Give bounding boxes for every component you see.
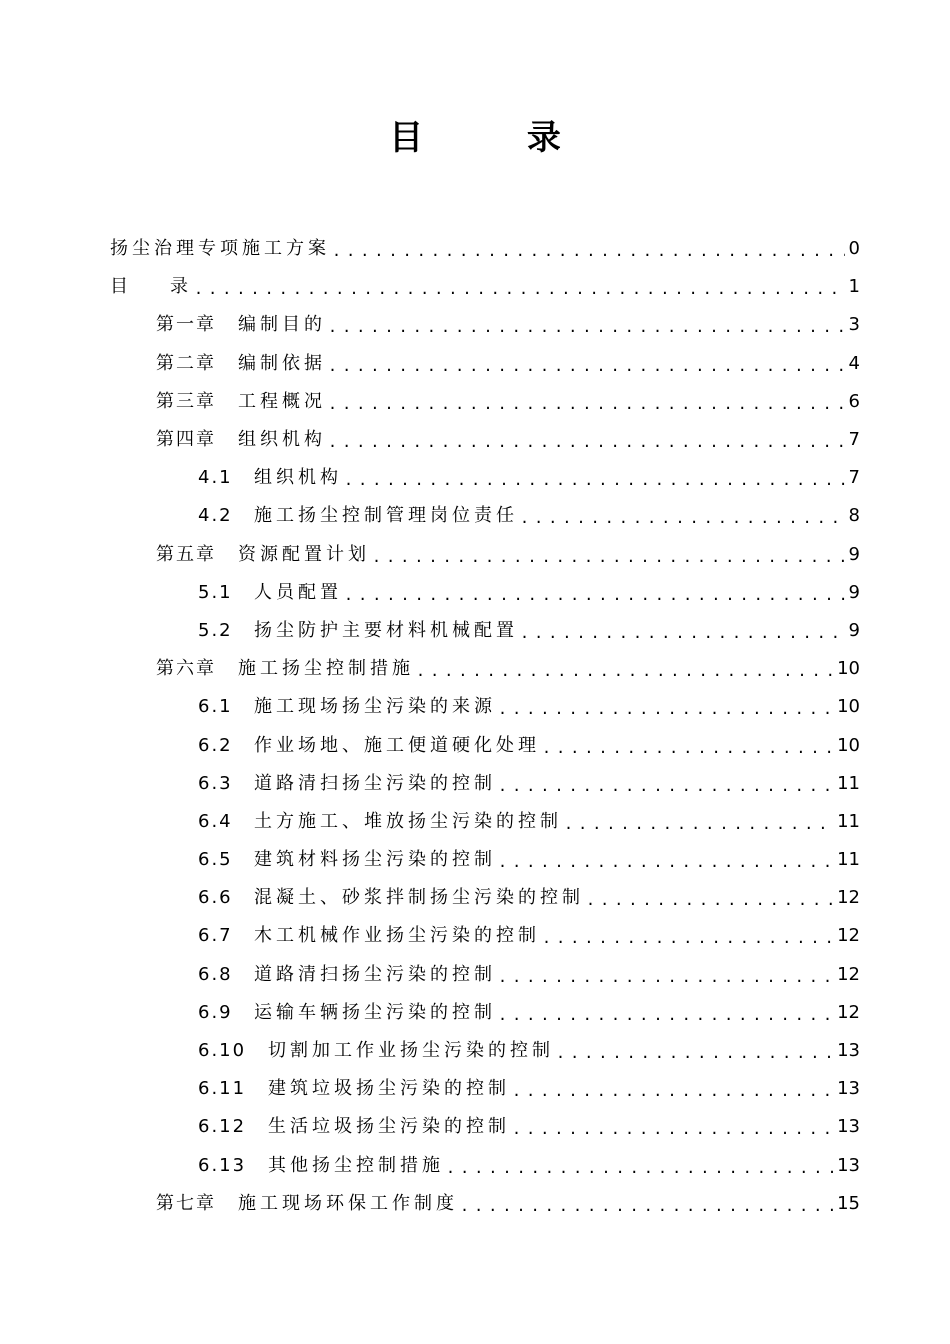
- toc-entry[interactable]: [110, 879, 860, 917]
- toc-leader-dots: [416, 652, 833, 690]
- toc-entry[interactable]: [110, 803, 860, 841]
- toc-page-number: 9: [848, 619, 860, 641]
- toc-entry[interactable]: [110, 917, 860, 955]
- toc-entry-label: 木工机械作业扬尘污染的控制: [254, 925, 540, 947]
- toc-entry[interactable]: [110, 1185, 860, 1223]
- toc-leader-dots: [586, 881, 833, 919]
- toc-entry-number: 第三章: [156, 390, 216, 412]
- toc-entry-label: 组织机构: [254, 467, 342, 489]
- toc-entry-number: 第二章: [156, 352, 216, 374]
- toc-leader-dots: [344, 461, 845, 499]
- toc-entry-label: 施工扬尘控制管理岗位责任: [254, 505, 518, 527]
- toc-leader-dots: [556, 1034, 833, 1072]
- toc-page-number: 10: [837, 696, 860, 718]
- toc-entry-label: 运输车辆扬尘污染的控制: [254, 1001, 496, 1023]
- toc-entry[interactable]: [110, 536, 860, 574]
- toc-leader-dots: [498, 690, 833, 728]
- toc-leader-dots: [460, 1187, 833, 1225]
- toc-entry[interactable]: [110, 688, 860, 726]
- toc-entry-number: 第四章: [156, 429, 216, 451]
- toc-leader-dots: [446, 1149, 833, 1187]
- toc-entry-label: 生活垃圾扬尘污染的控制: [268, 1116, 510, 1138]
- toc-leader-dots: [344, 576, 845, 614]
- toc-entry[interactable]: [110, 1070, 860, 1108]
- toc-entry-label: 录: [170, 276, 192, 298]
- toc-page-number: 11: [837, 772, 860, 794]
- toc-entry-number: 6.1: [198, 696, 233, 718]
- toc-entry[interactable]: [110, 306, 860, 344]
- toc-page-number: 0: [848, 238, 860, 260]
- toc-page-number: 9: [848, 581, 860, 603]
- toc-entry[interactable]: [110, 994, 860, 1032]
- toc-entry[interactable]: [110, 650, 860, 688]
- toc-leader-dots: [328, 347, 845, 385]
- toc-page-number: 12: [837, 1001, 860, 1023]
- toc-entry-number: 4.2: [198, 505, 233, 527]
- toc-entry-number: 5.1: [198, 581, 233, 603]
- toc-leader-dots: [328, 385, 845, 423]
- toc-entry[interactable]: [110, 956, 860, 994]
- toc-entry-label: 编制目的: [238, 314, 326, 336]
- toc-leader-dots: [498, 996, 833, 1034]
- toc-entry-number: 6.13: [198, 1154, 247, 1176]
- toc-entry-label: 切割加工作业扬尘污染的控制: [268, 1040, 554, 1062]
- toc-leader-dots: [520, 614, 845, 652]
- toc-entry[interactable]: [110, 1108, 860, 1146]
- toc-entry[interactable]: [110, 574, 860, 612]
- toc-page-number: 11: [837, 849, 860, 871]
- toc-leader-dots: [564, 805, 833, 843]
- toc-leader-dots: [194, 270, 845, 308]
- toc-leader-dots: [498, 958, 833, 996]
- toc-entry-label: 施工现场扬尘污染的来源: [254, 696, 496, 718]
- toc-entry[interactable]: [110, 497, 860, 535]
- toc-leader-dots: [332, 232, 845, 270]
- toc-entry-number: 6.8: [198, 963, 233, 985]
- toc-entry[interactable]: [110, 612, 860, 650]
- toc-entry-number: 第七章: [156, 1192, 216, 1214]
- toc-entry[interactable]: [110, 383, 860, 421]
- toc-entry-number: 6.3: [198, 772, 233, 794]
- toc-entry[interactable]: [110, 1032, 860, 1070]
- toc-page-number: 4: [848, 352, 860, 374]
- toc-page-number: 13: [837, 1078, 860, 1100]
- toc-leader-dots: [498, 843, 833, 881]
- toc-page-number: 7: [848, 467, 860, 489]
- toc-entry-number: 6.7: [198, 925, 233, 947]
- toc-page-number: 6: [848, 390, 860, 412]
- toc-page-number: 10: [837, 734, 860, 756]
- toc-page-number: 13: [837, 1154, 860, 1176]
- toc-page-number: 7: [848, 429, 860, 451]
- table-of-contents: [110, 230, 860, 1223]
- toc-entry-label: 道路清扫扬尘污染的控制: [254, 772, 496, 794]
- toc-entry[interactable]: [110, 765, 860, 803]
- toc-entry-label: 道路清扫扬尘污染的控制: [254, 963, 496, 985]
- toc-entry[interactable]: [110, 268, 860, 306]
- toc-entry[interactable]: [110, 421, 860, 459]
- toc-leader-dots: [328, 423, 845, 461]
- toc-leader-dots: [520, 499, 845, 537]
- toc-page-number: 13: [837, 1116, 860, 1138]
- toc-entry-number: 6.9: [198, 1001, 233, 1023]
- toc-entry-label: 作业场地、施工便道硬化处理: [254, 734, 540, 756]
- toc-entry-label: 施工扬尘控制措施: [238, 658, 414, 680]
- toc-leader-dots: [542, 729, 833, 767]
- toc-entry-number: 6.2: [198, 734, 233, 756]
- toc-entry-number: 第五章: [156, 543, 216, 565]
- toc-leader-dots: [498, 767, 833, 805]
- toc-page-number: 1: [848, 276, 860, 298]
- toc-page-number: 13: [837, 1040, 860, 1062]
- toc-page-number: 12: [837, 925, 860, 947]
- toc-entry[interactable]: [110, 345, 860, 383]
- toc-entry-label: 人员配置: [254, 581, 342, 603]
- toc-page-number: 9: [848, 543, 860, 565]
- toc-entry-label: 建筑垃圾扬尘污染的控制: [268, 1078, 510, 1100]
- toc-entry[interactable]: [110, 726, 860, 764]
- toc-entry-label: 建筑材料扬尘污染的控制: [254, 849, 496, 871]
- toc-entry-number: 6.4: [198, 810, 233, 832]
- toc-entry-number: 4.1: [198, 467, 233, 489]
- page-title: 目 录: [389, 118, 607, 158]
- toc-entry-label: 编制依据: [238, 352, 326, 374]
- toc-entry-number: 第六章: [156, 658, 216, 680]
- toc-entry-number: 6.5: [198, 849, 233, 871]
- toc-entry-label: 资源配置计划: [238, 543, 370, 565]
- toc-entry-number: 6.11: [198, 1078, 247, 1100]
- toc-leader-dots: [512, 1072, 833, 1110]
- toc-entry-label: 扬尘治理专项施工方案: [110, 238, 330, 260]
- toc-leader-dots: [542, 919, 833, 957]
- toc-page-number: 15: [837, 1192, 860, 1214]
- toc-entry-label: 土方施工、堆放扬尘污染的控制: [254, 810, 562, 832]
- toc-entry[interactable]: [110, 1147, 860, 1185]
- toc-entry-number: 6.12: [198, 1116, 247, 1138]
- toc-page-number: 10: [837, 658, 860, 680]
- toc-page-number: 12: [837, 887, 860, 909]
- toc-page-number: 11: [837, 810, 860, 832]
- toc-leader-dots: [328, 308, 845, 346]
- toc-leader-dots: [512, 1110, 833, 1148]
- toc-page-number: 3: [848, 314, 860, 336]
- toc-entry-number: 第一章: [156, 314, 216, 336]
- toc-entry-label: 工程概况: [238, 390, 326, 412]
- toc-entry-label: 施工现场环保工作制度: [238, 1192, 458, 1214]
- toc-leader-dots: [372, 538, 845, 576]
- toc-entry-label: 组织机构: [238, 429, 326, 451]
- toc-entry[interactable]: [110, 459, 860, 497]
- toc-entry-number: 5.2: [198, 619, 233, 641]
- toc-entry-number: 6.10: [198, 1040, 247, 1062]
- toc-entry[interactable]: [110, 841, 860, 879]
- toc-entry[interactable]: [110, 230, 860, 268]
- toc-page-number: 12: [837, 963, 860, 985]
- toc-entry-label: 其他扬尘控制措施: [268, 1154, 444, 1176]
- toc-entry-label: 扬尘防护主要材料机械配置: [254, 619, 518, 641]
- toc-page-number: 8: [848, 505, 860, 527]
- toc-entry-number: 目: [110, 276, 130, 298]
- toc-entry-number: 6.6: [198, 887, 233, 909]
- toc-entry-label: 混凝土、砂浆拌制扬尘污染的控制: [254, 887, 584, 909]
